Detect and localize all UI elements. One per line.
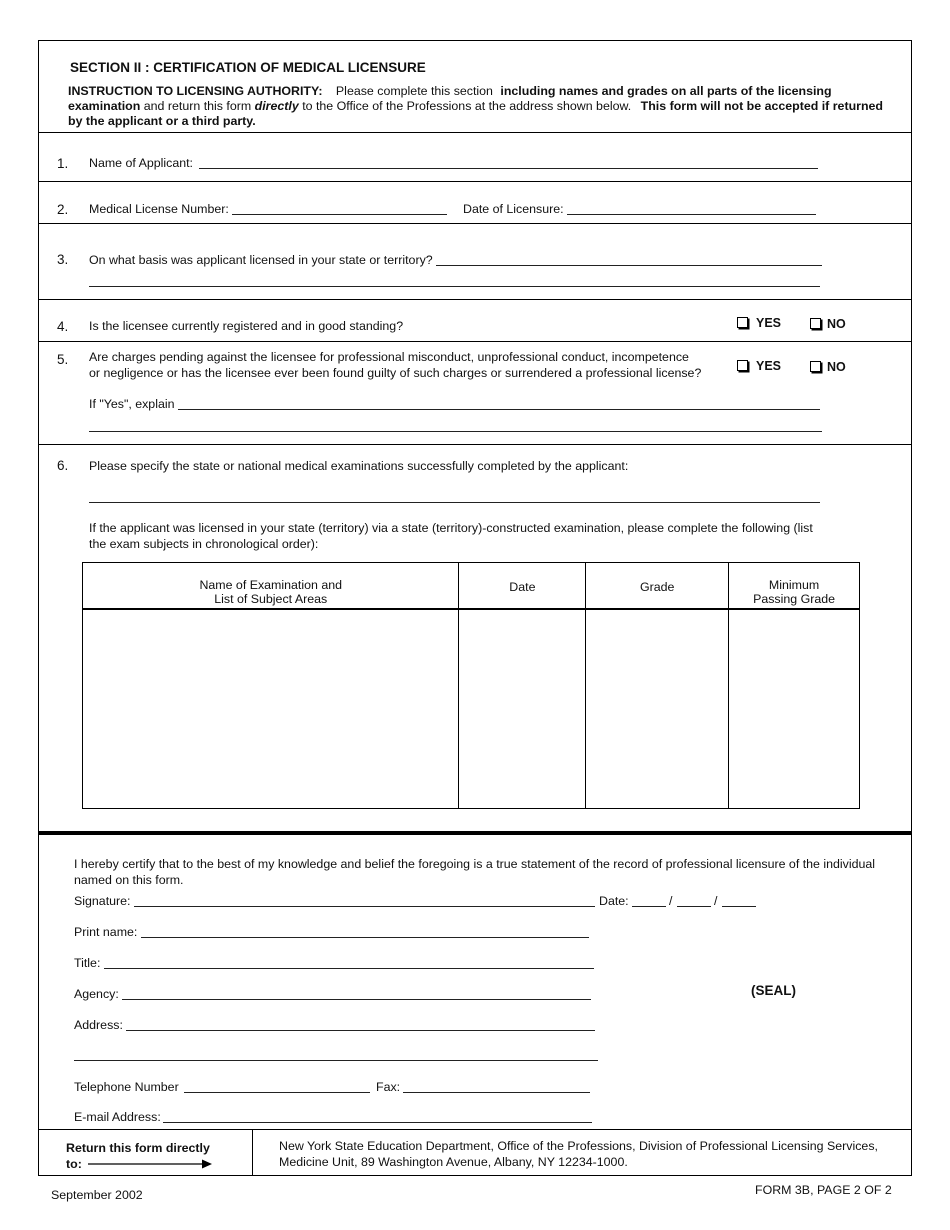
explain-field-line-2[interactable] (89, 431, 822, 432)
explain-field[interactable] (178, 409, 820, 410)
q2-number: 2. (57, 202, 69, 217)
fax-label: Fax: (376, 1080, 401, 1094)
footer-date: September 2002 (51, 1188, 143, 1202)
instruction-line-2 (68, 99, 883, 113)
exam-date-cell[interactable] (459, 609, 586, 809)
telephone-field[interactable] (184, 1092, 370, 1093)
divider (38, 341, 912, 342)
exam-grade-cell[interactable] (586, 609, 729, 809)
license-number-field[interactable] (232, 214, 447, 215)
instruction-line-1 (68, 84, 832, 98)
q6-sub-line-2: the exam subjects in chronological order): (89, 537, 319, 551)
return-label-line-2: to: (66, 1157, 82, 1171)
licensure-basis-field[interactable] (436, 265, 822, 266)
q3-label: On what basis was applicant licensed in your state or territory? (89, 253, 433, 267)
thick-divider (38, 831, 912, 835)
yes-label: YES (756, 316, 782, 330)
q5-no-option[interactable] (810, 360, 846, 374)
return-box-separator (252, 1129, 253, 1176)
certification-statement-2: named on this form. (74, 873, 184, 887)
print-name-field[interactable] (141, 937, 589, 938)
address-field-line-2[interactable] (74, 1060, 598, 1061)
signature-label: Signature: (74, 894, 131, 908)
exam-date-header: Date (459, 563, 586, 610)
agency-field[interactable] (122, 999, 591, 1000)
section-title: SECTION II : CERTIFICATION OF MEDICAL LICENSURE (70, 60, 426, 75)
licensure-basis-field-line-2[interactable] (89, 286, 820, 287)
telephone-label: Telephone Number (74, 1080, 179, 1094)
instruction-warning: This form will not be accepted if returned (640, 99, 883, 113)
header-line: Passing Grade (753, 592, 836, 606)
q5-line-2: or negligence or has the licensee ever been found guilty of such charges or surrendered a professional license? (89, 366, 702, 380)
q4-no-option[interactable] (810, 317, 846, 331)
email-label: E-mail Address: (74, 1110, 161, 1124)
q1-number: 1. (57, 156, 69, 171)
divider (38, 223, 912, 224)
return-address-line-1: New York State Education Department, Office of the Professions, Division of Professional Licensing Services, (279, 1139, 878, 1153)
instruction-office: to the Office of the Professions at the address shown below. (302, 99, 632, 113)
q4-number: 4. (57, 319, 69, 334)
divider (38, 181, 912, 182)
divider (38, 132, 912, 133)
exam-table-header (83, 563, 860, 610)
table-row (83, 609, 860, 809)
signature-field[interactable] (134, 906, 595, 907)
certification-statement-1: I hereby certify that to the best of my knowledge and belief the foregoing is a true statement of the record of professional licensure of the individual (74, 857, 876, 871)
agency-label: Agency: (74, 987, 119, 1001)
header-line: Name of Examination and (199, 578, 343, 592)
header-line: Minimum (768, 578, 820, 592)
date-month-field[interactable] (632, 906, 666, 907)
seal-label: (SEAL) (751, 983, 796, 998)
print-name-label: Print name: (74, 925, 138, 939)
instruction-emphasis: including names and grades on all parts of the licensing (500, 84, 832, 98)
q5-number: 5. (57, 352, 69, 367)
checkbox-icon[interactable] (737, 360, 748, 371)
email-field[interactable] (163, 1122, 592, 1123)
applicant-name-field[interactable] (199, 168, 818, 169)
title-label: Title: (74, 956, 101, 970)
instruction-line-3: by the applicant or a third party. (68, 114, 256, 128)
instruction-exam: examination (68, 99, 141, 113)
date-separator: / (669, 894, 673, 908)
fax-field[interactable] (403, 1092, 590, 1093)
return-label-line-1: Return this form directly (66, 1141, 210, 1155)
instruction-text: Please complete this section (335, 84, 493, 98)
yes-label: YES (756, 359, 782, 373)
arrow-right-icon (88, 1158, 214, 1170)
q4-label: Is the licensee currently registered and in good standing? (89, 319, 404, 333)
title-field[interactable] (104, 968, 594, 969)
min-grade-header (729, 563, 860, 610)
q2-date-label: Date of Licensure: (463, 202, 564, 216)
date-separator: / (714, 894, 718, 908)
divider (38, 444, 912, 445)
date-year-field[interactable] (722, 906, 756, 907)
exam-name-cell[interactable] (83, 609, 459, 809)
header-line: List of Subject Areas (214, 592, 328, 606)
q2-label: Medical License Number: (89, 202, 229, 216)
q3-number: 3. (57, 252, 69, 267)
licensure-date-field[interactable] (567, 214, 816, 215)
exam-grade-header: Grade (586, 563, 729, 610)
date-day-field[interactable] (677, 906, 711, 907)
footer-form-id: FORM 3B, PAGE 2 OF 2 (755, 1183, 892, 1197)
checkbox-icon[interactable] (810, 361, 821, 372)
q6-number: 6. (57, 458, 69, 473)
address-label: Address: (74, 1018, 123, 1032)
no-label: NO (827, 360, 846, 374)
checkbox-icon[interactable] (810, 318, 821, 329)
q5-line-1: Are charges pending against the licensee for professional misconduct, unprofessional conduct, incompetence (89, 350, 689, 364)
q5-yes-option[interactable] (737, 359, 781, 373)
exam-table (82, 562, 860, 809)
q5-explain-label: If "Yes", explain (89, 397, 175, 411)
return-address-line-2: Medicine Unit, 89 Washington Avenue, Albany, NY 12234-1000. (279, 1155, 628, 1169)
instruction-label: INSTRUCTION TO LICENSING AUTHORITY: (68, 84, 323, 98)
date-label: Date: (599, 894, 629, 908)
instruction-return: and return this form (143, 99, 252, 113)
instruction-directly: directly (254, 99, 299, 113)
q1-label: Name of Applicant: (89, 156, 194, 170)
examinations-field[interactable] (89, 502, 820, 503)
exam-name-header (83, 563, 459, 610)
q4-yes-option[interactable] (737, 316, 781, 330)
q6-label: Please specify the state or national medical examinations successfully completed by the applicant: (89, 459, 629, 473)
min-grade-cell[interactable] (729, 609, 860, 809)
divider (38, 299, 912, 300)
address-field[interactable] (126, 1030, 595, 1031)
q6-sub-line-1: If the applicant was licensed in your state (territory) via a state (territory)-constructed examination, please complete the following (list (89, 521, 813, 535)
checkbox-icon[interactable] (737, 317, 748, 328)
no-label: NO (827, 317, 846, 331)
